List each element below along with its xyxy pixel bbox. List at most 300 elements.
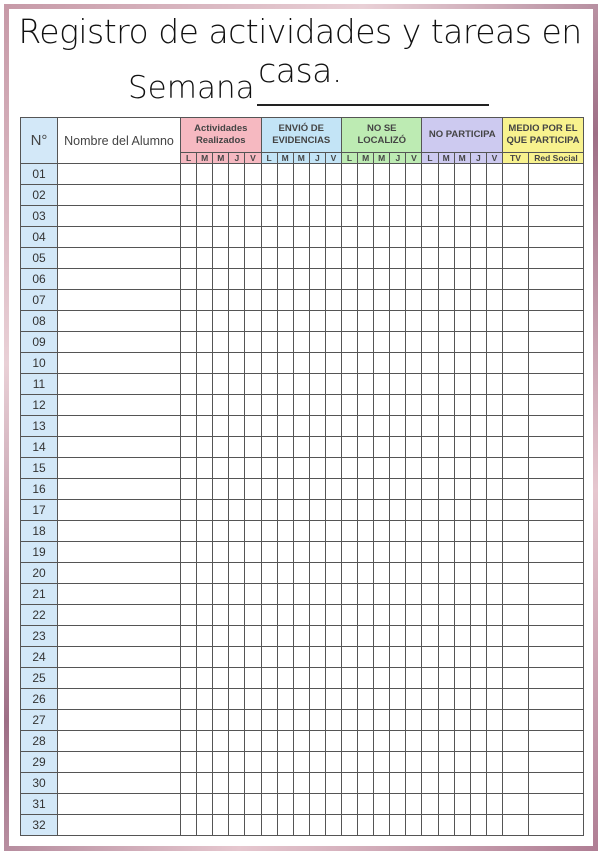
mark-cell[interactable] xyxy=(422,500,438,521)
student-name-cell[interactable] xyxy=(58,794,181,815)
student-name-cell[interactable] xyxy=(58,353,181,374)
mark-cell[interactable] xyxy=(406,752,422,773)
student-name-cell[interactable] xyxy=(58,605,181,626)
mark-cell[interactable] xyxy=(422,689,438,710)
mark-cell[interactable] xyxy=(229,269,245,290)
mark-cell[interactable] xyxy=(374,500,390,521)
mark-cell[interactable] xyxy=(277,479,293,500)
mark-cell[interactable] xyxy=(438,164,454,185)
mark-cell[interactable] xyxy=(528,248,583,269)
mark-cell[interactable] xyxy=(309,164,325,185)
mark-cell[interactable] xyxy=(197,542,213,563)
mark-cell[interactable] xyxy=(181,458,197,479)
mark-cell[interactable] xyxy=(325,290,341,311)
mark-cell[interactable] xyxy=(181,689,197,710)
mark-cell[interactable] xyxy=(454,290,470,311)
mark-cell[interactable] xyxy=(341,374,357,395)
mark-cell[interactable] xyxy=(277,815,293,836)
mark-cell[interactable] xyxy=(438,206,454,227)
mark-cell[interactable] xyxy=(390,437,406,458)
mark-cell[interactable] xyxy=(261,584,277,605)
mark-cell[interactable] xyxy=(341,353,357,374)
mark-cell[interactable] xyxy=(390,521,406,542)
mark-cell[interactable] xyxy=(374,563,390,584)
mark-cell[interactable] xyxy=(470,731,486,752)
mark-cell[interactable] xyxy=(229,395,245,416)
mark-cell[interactable] xyxy=(245,752,261,773)
mark-cell[interactable] xyxy=(390,500,406,521)
mark-cell[interactable] xyxy=(502,227,528,248)
student-name-cell[interactable] xyxy=(58,395,181,416)
mark-cell[interactable] xyxy=(309,185,325,206)
mark-cell[interactable] xyxy=(486,479,502,500)
mark-cell[interactable] xyxy=(358,311,374,332)
mark-cell[interactable] xyxy=(486,374,502,395)
mark-cell[interactable] xyxy=(245,815,261,836)
mark-cell[interactable] xyxy=(502,437,528,458)
mark-cell[interactable] xyxy=(261,185,277,206)
mark-cell[interactable] xyxy=(245,353,261,374)
mark-cell[interactable] xyxy=(502,752,528,773)
mark-cell[interactable] xyxy=(325,500,341,521)
mark-cell[interactable] xyxy=(245,542,261,563)
mark-cell[interactable] xyxy=(261,479,277,500)
mark-cell[interactable] xyxy=(245,458,261,479)
mark-cell[interactable] xyxy=(390,773,406,794)
mark-cell[interactable] xyxy=(406,227,422,248)
mark-cell[interactable] xyxy=(213,416,229,437)
mark-cell[interactable] xyxy=(438,332,454,353)
mark-cell[interactable] xyxy=(293,647,309,668)
student-name-cell[interactable] xyxy=(58,815,181,836)
mark-cell[interactable] xyxy=(341,479,357,500)
mark-cell[interactable] xyxy=(374,269,390,290)
mark-cell[interactable] xyxy=(390,689,406,710)
mark-cell[interactable] xyxy=(197,584,213,605)
mark-cell[interactable] xyxy=(325,269,341,290)
mark-cell[interactable] xyxy=(454,668,470,689)
mark-cell[interactable] xyxy=(454,521,470,542)
mark-cell[interactable] xyxy=(486,353,502,374)
mark-cell[interactable] xyxy=(261,290,277,311)
mark-cell[interactable] xyxy=(502,269,528,290)
mark-cell[interactable] xyxy=(197,374,213,395)
mark-cell[interactable] xyxy=(277,542,293,563)
mark-cell[interactable] xyxy=(438,353,454,374)
mark-cell[interactable] xyxy=(502,374,528,395)
mark-cell[interactable] xyxy=(341,437,357,458)
mark-cell[interactable] xyxy=(390,626,406,647)
mark-cell[interactable] xyxy=(181,164,197,185)
mark-cell[interactable] xyxy=(454,353,470,374)
mark-cell[interactable] xyxy=(341,605,357,626)
mark-cell[interactable] xyxy=(261,815,277,836)
student-name-cell[interactable] xyxy=(58,626,181,647)
mark-cell[interactable] xyxy=(406,353,422,374)
mark-cell[interactable] xyxy=(358,584,374,605)
mark-cell[interactable] xyxy=(213,227,229,248)
mark-cell[interactable] xyxy=(245,227,261,248)
mark-cell[interactable] xyxy=(470,752,486,773)
mark-cell[interactable] xyxy=(341,542,357,563)
mark-cell[interactable] xyxy=(438,626,454,647)
mark-cell[interactable] xyxy=(213,395,229,416)
mark-cell[interactable] xyxy=(422,479,438,500)
mark-cell[interactable] xyxy=(454,479,470,500)
mark-cell[interactable] xyxy=(245,374,261,395)
mark-cell[interactable] xyxy=(502,542,528,563)
mark-cell[interactable] xyxy=(422,815,438,836)
mark-cell[interactable] xyxy=(181,563,197,584)
mark-cell[interactable] xyxy=(528,626,583,647)
mark-cell[interactable] xyxy=(422,626,438,647)
mark-cell[interactable] xyxy=(374,584,390,605)
mark-cell[interactable] xyxy=(374,332,390,353)
mark-cell[interactable] xyxy=(213,773,229,794)
mark-cell[interactable] xyxy=(358,752,374,773)
student-name-cell[interactable] xyxy=(58,668,181,689)
mark-cell[interactable] xyxy=(406,185,422,206)
mark-cell[interactable] xyxy=(197,248,213,269)
mark-cell[interactable] xyxy=(406,500,422,521)
mark-cell[interactable] xyxy=(277,458,293,479)
mark-cell[interactable] xyxy=(358,269,374,290)
mark-cell[interactable] xyxy=(502,731,528,752)
mark-cell[interactable] xyxy=(358,521,374,542)
mark-cell[interactable] xyxy=(390,311,406,332)
mark-cell[interactable] xyxy=(213,521,229,542)
mark-cell[interactable] xyxy=(293,773,309,794)
student-name-cell[interactable] xyxy=(58,269,181,290)
mark-cell[interactable] xyxy=(341,794,357,815)
student-name-cell[interactable] xyxy=(58,542,181,563)
mark-cell[interactable] xyxy=(309,794,325,815)
mark-cell[interactable] xyxy=(528,752,583,773)
mark-cell[interactable] xyxy=(213,269,229,290)
mark-cell[interactable] xyxy=(229,227,245,248)
mark-cell[interactable] xyxy=(261,437,277,458)
mark-cell[interactable] xyxy=(197,164,213,185)
mark-cell[interactable] xyxy=(213,374,229,395)
mark-cell[interactable] xyxy=(261,626,277,647)
mark-cell[interactable] xyxy=(528,584,583,605)
mark-cell[interactable] xyxy=(454,374,470,395)
mark-cell[interactable] xyxy=(528,164,583,185)
mark-cell[interactable] xyxy=(197,710,213,731)
mark-cell[interactable] xyxy=(229,542,245,563)
mark-cell[interactable] xyxy=(245,185,261,206)
mark-cell[interactable] xyxy=(261,689,277,710)
mark-cell[interactable] xyxy=(406,206,422,227)
mark-cell[interactable] xyxy=(341,206,357,227)
mark-cell[interactable] xyxy=(213,479,229,500)
mark-cell[interactable] xyxy=(229,374,245,395)
mark-cell[interactable] xyxy=(454,248,470,269)
mark-cell[interactable] xyxy=(374,752,390,773)
mark-cell[interactable] xyxy=(245,563,261,584)
mark-cell[interactable] xyxy=(528,500,583,521)
mark-cell[interactable] xyxy=(358,773,374,794)
mark-cell[interactable] xyxy=(293,689,309,710)
student-name-cell[interactable] xyxy=(58,206,181,227)
mark-cell[interactable] xyxy=(390,332,406,353)
mark-cell[interactable] xyxy=(528,689,583,710)
student-name-cell[interactable] xyxy=(58,647,181,668)
mark-cell[interactable] xyxy=(325,542,341,563)
mark-cell[interactable] xyxy=(358,500,374,521)
mark-cell[interactable] xyxy=(309,605,325,626)
mark-cell[interactable] xyxy=(390,290,406,311)
mark-cell[interactable] xyxy=(197,353,213,374)
mark-cell[interactable] xyxy=(422,311,438,332)
mark-cell[interactable] xyxy=(341,185,357,206)
mark-cell[interactable] xyxy=(293,731,309,752)
mark-cell[interactable] xyxy=(374,185,390,206)
mark-cell[interactable] xyxy=(293,332,309,353)
mark-cell[interactable] xyxy=(486,647,502,668)
mark-cell[interactable] xyxy=(245,248,261,269)
mark-cell[interactable] xyxy=(454,458,470,479)
mark-cell[interactable] xyxy=(406,668,422,689)
mark-cell[interactable] xyxy=(528,731,583,752)
mark-cell[interactable] xyxy=(341,563,357,584)
mark-cell[interactable] xyxy=(422,164,438,185)
mark-cell[interactable] xyxy=(181,500,197,521)
mark-cell[interactable] xyxy=(229,794,245,815)
mark-cell[interactable] xyxy=(422,794,438,815)
mark-cell[interactable] xyxy=(486,710,502,731)
mark-cell[interactable] xyxy=(422,647,438,668)
mark-cell[interactable] xyxy=(245,794,261,815)
mark-cell[interactable] xyxy=(309,689,325,710)
student-name-cell[interactable] xyxy=(58,332,181,353)
mark-cell[interactable] xyxy=(309,668,325,689)
mark-cell[interactable] xyxy=(438,773,454,794)
mark-cell[interactable] xyxy=(486,521,502,542)
mark-cell[interactable] xyxy=(245,731,261,752)
mark-cell[interactable] xyxy=(502,311,528,332)
mark-cell[interactable] xyxy=(181,353,197,374)
mark-cell[interactable] xyxy=(454,437,470,458)
mark-cell[interactable] xyxy=(197,185,213,206)
mark-cell[interactable] xyxy=(486,626,502,647)
mark-cell[interactable] xyxy=(245,332,261,353)
mark-cell[interactable] xyxy=(406,332,422,353)
mark-cell[interactable] xyxy=(454,416,470,437)
mark-cell[interactable] xyxy=(309,290,325,311)
mark-cell[interactable] xyxy=(325,479,341,500)
mark-cell[interactable] xyxy=(438,500,454,521)
mark-cell[interactable] xyxy=(261,605,277,626)
mark-cell[interactable] xyxy=(454,626,470,647)
mark-cell[interactable] xyxy=(406,731,422,752)
mark-cell[interactable] xyxy=(486,542,502,563)
mark-cell[interactable] xyxy=(245,773,261,794)
mark-cell[interactable] xyxy=(277,794,293,815)
mark-cell[interactable] xyxy=(197,605,213,626)
mark-cell[interactable] xyxy=(486,332,502,353)
mark-cell[interactable] xyxy=(181,311,197,332)
mark-cell[interactable] xyxy=(181,206,197,227)
mark-cell[interactable] xyxy=(502,248,528,269)
mark-cell[interactable] xyxy=(374,689,390,710)
mark-cell[interactable] xyxy=(293,248,309,269)
mark-cell[interactable] xyxy=(213,710,229,731)
mark-cell[interactable] xyxy=(438,542,454,563)
mark-cell[interactable] xyxy=(277,206,293,227)
mark-cell[interactable] xyxy=(325,605,341,626)
mark-cell[interactable] xyxy=(229,290,245,311)
mark-cell[interactable] xyxy=(422,563,438,584)
mark-cell[interactable] xyxy=(438,689,454,710)
mark-cell[interactable] xyxy=(438,815,454,836)
mark-cell[interactable] xyxy=(406,311,422,332)
mark-cell[interactable] xyxy=(341,710,357,731)
mark-cell[interactable] xyxy=(213,605,229,626)
mark-cell[interactable] xyxy=(470,605,486,626)
mark-cell[interactable] xyxy=(374,458,390,479)
mark-cell[interactable] xyxy=(277,332,293,353)
mark-cell[interactable] xyxy=(245,521,261,542)
mark-cell[interactable] xyxy=(325,416,341,437)
mark-cell[interactable] xyxy=(438,563,454,584)
mark-cell[interactable] xyxy=(438,584,454,605)
mark-cell[interactable] xyxy=(438,668,454,689)
mark-cell[interactable] xyxy=(486,752,502,773)
mark-cell[interactable] xyxy=(528,773,583,794)
mark-cell[interactable] xyxy=(213,311,229,332)
mark-cell[interactable] xyxy=(261,647,277,668)
mark-cell[interactable] xyxy=(293,479,309,500)
mark-cell[interactable] xyxy=(486,206,502,227)
mark-cell[interactable] xyxy=(358,479,374,500)
mark-cell[interactable] xyxy=(277,500,293,521)
mark-cell[interactable] xyxy=(229,710,245,731)
mark-cell[interactable] xyxy=(358,626,374,647)
mark-cell[interactable] xyxy=(245,626,261,647)
mark-cell[interactable] xyxy=(229,437,245,458)
mark-cell[interactable] xyxy=(197,752,213,773)
mark-cell[interactable] xyxy=(325,437,341,458)
mark-cell[interactable] xyxy=(293,752,309,773)
mark-cell[interactable] xyxy=(390,185,406,206)
mark-cell[interactable] xyxy=(470,542,486,563)
mark-cell[interactable] xyxy=(277,521,293,542)
mark-cell[interactable] xyxy=(422,269,438,290)
mark-cell[interactable] xyxy=(309,626,325,647)
mark-cell[interactable] xyxy=(293,164,309,185)
mark-cell[interactable] xyxy=(390,164,406,185)
mark-cell[interactable] xyxy=(181,626,197,647)
mark-cell[interactable] xyxy=(229,815,245,836)
mark-cell[interactable] xyxy=(181,227,197,248)
mark-cell[interactable] xyxy=(470,332,486,353)
mark-cell[interactable] xyxy=(486,668,502,689)
mark-cell[interactable] xyxy=(341,521,357,542)
mark-cell[interactable] xyxy=(470,500,486,521)
mark-cell[interactable] xyxy=(422,416,438,437)
mark-cell[interactable] xyxy=(502,563,528,584)
mark-cell[interactable] xyxy=(309,437,325,458)
mark-cell[interactable] xyxy=(470,815,486,836)
mark-cell[interactable] xyxy=(245,206,261,227)
mark-cell[interactable] xyxy=(325,521,341,542)
mark-cell[interactable] xyxy=(422,584,438,605)
mark-cell[interactable] xyxy=(390,353,406,374)
mark-cell[interactable] xyxy=(341,395,357,416)
mark-cell[interactable] xyxy=(213,248,229,269)
mark-cell[interactable] xyxy=(438,374,454,395)
mark-cell[interactable] xyxy=(325,185,341,206)
mark-cell[interactable] xyxy=(213,353,229,374)
mark-cell[interactable] xyxy=(213,815,229,836)
mark-cell[interactable] xyxy=(390,710,406,731)
mark-cell[interactable] xyxy=(486,731,502,752)
mark-cell[interactable] xyxy=(341,773,357,794)
mark-cell[interactable] xyxy=(406,710,422,731)
mark-cell[interactable] xyxy=(181,647,197,668)
mark-cell[interactable] xyxy=(309,269,325,290)
mark-cell[interactable] xyxy=(528,227,583,248)
mark-cell[interactable] xyxy=(502,332,528,353)
mark-cell[interactable] xyxy=(528,794,583,815)
mark-cell[interactable] xyxy=(293,416,309,437)
mark-cell[interactable] xyxy=(358,353,374,374)
mark-cell[interactable] xyxy=(181,794,197,815)
mark-cell[interactable] xyxy=(229,731,245,752)
mark-cell[interactable] xyxy=(277,563,293,584)
mark-cell[interactable] xyxy=(486,248,502,269)
mark-cell[interactable] xyxy=(470,773,486,794)
mark-cell[interactable] xyxy=(374,248,390,269)
mark-cell[interactable] xyxy=(197,731,213,752)
mark-cell[interactable] xyxy=(454,227,470,248)
mark-cell[interactable] xyxy=(293,668,309,689)
mark-cell[interactable] xyxy=(502,710,528,731)
mark-cell[interactable] xyxy=(277,164,293,185)
mark-cell[interactable] xyxy=(406,521,422,542)
mark-cell[interactable] xyxy=(277,311,293,332)
mark-cell[interactable] xyxy=(406,164,422,185)
mark-cell[interactable] xyxy=(454,647,470,668)
mark-cell[interactable] xyxy=(374,164,390,185)
mark-cell[interactable] xyxy=(358,563,374,584)
mark-cell[interactable] xyxy=(438,605,454,626)
mark-cell[interactable] xyxy=(470,416,486,437)
mark-cell[interactable] xyxy=(277,731,293,752)
mark-cell[interactable] xyxy=(181,269,197,290)
mark-cell[interactable] xyxy=(422,521,438,542)
mark-cell[interactable] xyxy=(293,353,309,374)
mark-cell[interactable] xyxy=(245,311,261,332)
mark-cell[interactable] xyxy=(261,164,277,185)
mark-cell[interactable] xyxy=(358,689,374,710)
mark-cell[interactable] xyxy=(229,332,245,353)
student-name-cell[interactable] xyxy=(58,731,181,752)
mark-cell[interactable] xyxy=(309,353,325,374)
mark-cell[interactable] xyxy=(309,584,325,605)
mark-cell[interactable] xyxy=(470,248,486,269)
mark-cell[interactable] xyxy=(261,374,277,395)
mark-cell[interactable] xyxy=(213,689,229,710)
mark-cell[interactable] xyxy=(358,248,374,269)
mark-cell[interactable] xyxy=(197,311,213,332)
mark-cell[interactable] xyxy=(374,521,390,542)
mark-cell[interactable] xyxy=(486,773,502,794)
mark-cell[interactable] xyxy=(406,248,422,269)
mark-cell[interactable] xyxy=(470,710,486,731)
mark-cell[interactable] xyxy=(374,416,390,437)
